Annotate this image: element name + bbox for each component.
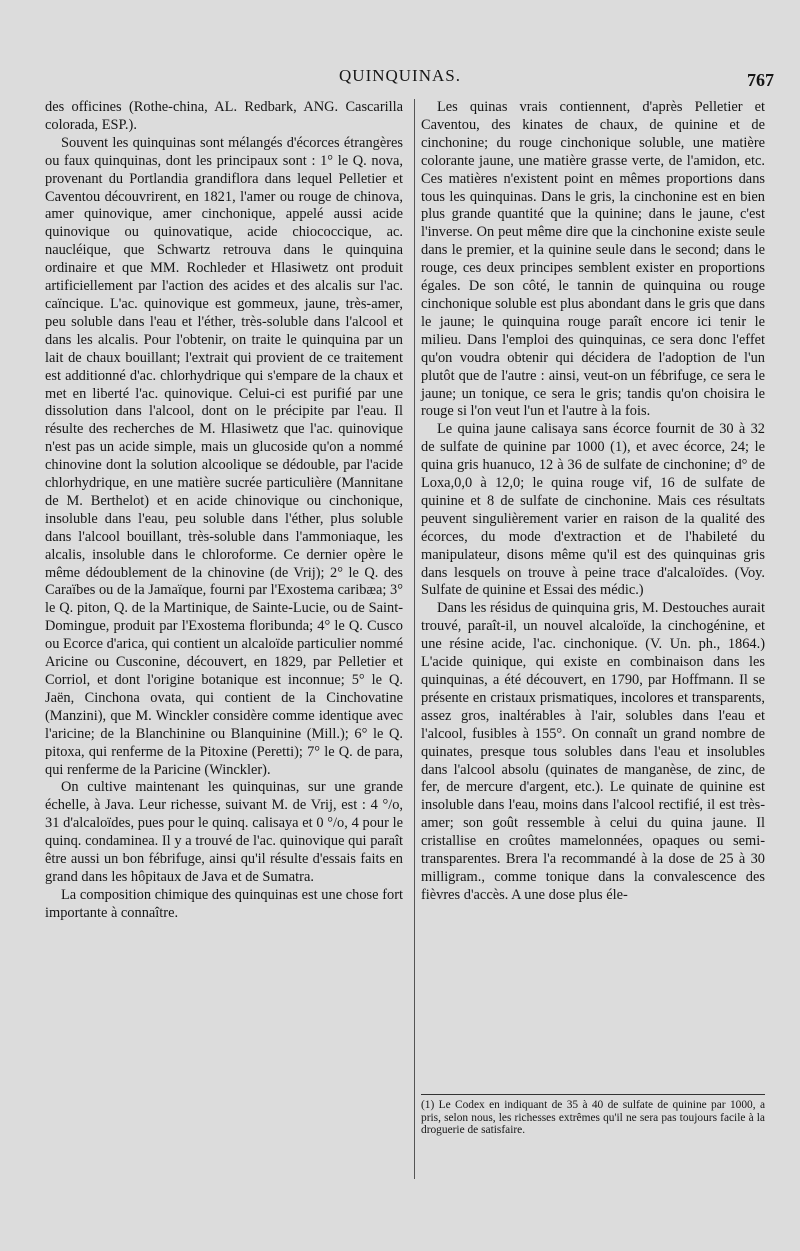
left-paragraph-4: La composition chimique des quinquinas est une chose fort importante à connaître. bbox=[45, 886, 403, 921]
page-number: 767 bbox=[747, 70, 774, 90]
column-divider bbox=[414, 99, 415, 1179]
right-paragraph-1: Les quinas vrais contiennent, d'après Pelletier et Caventou, des kinates de chaux, de quinine et de cinchonine; du rouge cinchonique soluble, une matière colorante jaune, une matière grasse verte, de l'amidon, etc. Ces matières n'existent point en mêmes proportions dans tous les quinquinas. Dans le gris, la cinchonine est en bien plus grande quantité que la quinine; dans le jaune, c'est l'inverse. On peut même dire que la cinchonine existe seule dans le premier, et la quinine seule dans le second; dans le rouge, ces deux principes semblent exister en proportions égales. De son côté, le tannin de quinquina ou rouge cinchonique soluble est plus abondant dans le gris que dans le jaune; le quinquina rouge paraît encore ici tenir le milieu. Dans l'emploi des quinquinas, ce sera donc l'effet qu'on voudra obtenir qui décidera de l'adoption de l'un plutôt que de l'autre : ainsi, veut-on un fébrifuge, ce sera le jaune; un tonique, ce sera le gris; tandis qu'on choisira le rouge si l'on veut l'un et l'autre à la fois. bbox=[421, 99, 765, 420]
right-column bbox=[421, 99, 765, 905]
left-column bbox=[45, 99, 403, 923]
left-paragraph-2: Souvent les quinquinas sont mélangés d'écorces étrangères ou faux quinquinas, dont les principaux sont : 1° le Q. nova, provenant du Portlandia grandiflora dans lequel Pelletier et Caventou découvrirent, en 1821, l'amer ou rouge de chinova, amer quinovique, amer cinchonique, appelé aussi acide quinovique ou quinovatique, acide chiococcique, ac. naucléique, que Schwartz retrouva dans le quinquina ordinaire et que MM. Rochleder et Hlasiwetz ont produit artificiellement par l'action des acides et des alcalis sur l'ac. caïncique. L'ac. quinovique est gommeux, jaune, très-amer, peu soluble dans l'eau et l'éther, très-soluble dans l'alcool et dans les alcalis. Pour l'obtenir, on traite le quinquina par un lait de chaux bouillant; l'extrait qui provient de ce traitement est additionné d'ac. chlorhydrique qui s'empare de la chaux et met en liberté l'ac. quinovique. Celui-ci est purifié par une dissolution dans l'alcool, dont on le précipite par l'eau. Il résulte des recherches de M. Hlasiwetz que l'ac. quinovique n'est pas un acide simple, mais un glucoside qu'on a nommé chinovine dont la solution alcoolique se dédouble, par l'acide chlorhydrique, en une matière sucrée particulière (Mannitane de M. Berthelot) et en acide chinovique ou cinchonique, insoluble dans l'eau, peu soluble dans l'éther, plus soluble dans l'alcool bouillant, très-soluble dans l'ammoniaque, les alcalis, insoluble dans le chloroforme. Ce dernier opère le même dédoublement de la chinovine (de Vrij); 2° le Q. des Caraïbes ou de la Jamaïque, fourni par l'Exostema caribæa; 3° le Q. piton, Q. de la Martinique, de Sainte-Lucie, ou de Saint-Domingue, produit par l'Exostema floribunda; 4° le Q. Cusco ou Ecorce d'arica, qui contient un alcaloïde particulier nommé Aricine ou Cusconine, découvert, en 1829, par Pelletier et Corriol, et dont l'origine botanique est inconnue; 5° le Q. Jaën, Cinchona ovata, qui contient de la Cinchovatine (Manzini), que M. Winckler considère comme identique avec l'aricine; de la Blanchinine ou Blanquinine (Mill.); 6° le Q. pitoxa, qui renferme de la Pitoxine (Peretti); 7° le Q. de para, qui renferme de la Paricine (Winckler). bbox=[45, 134, 403, 778]
left-paragraph-1: des officines (Rothe-china, AL. Redbark, ANG. Cascarilla colorada, ESP.). bbox=[45, 99, 403, 133]
right-paragraph-2: Le quina jaune calisaya sans écorce fournit de 30 à 32 de sulfate de quinine par 1000 (1), et avec écorce, 24; le quina gris huanuco, 12 à 36 de sulfate de cinchonine; d° de Loxa,0,0 à 12,0; le quina rouge vif, 16 de sulfate de quinine et 8 de sulfate de cinchonine. Mais ces résultats peuvent singulièrement varier en raison de la qualité des écorces, du mode d'extraction et de l'habileté du manipulateur, disons même qu'il est des quinquinas gris dans lesquels on trouve à peine trace d'alcaloïdes. (Voy. Sulfate de quinine et Essai des médic.) bbox=[421, 421, 765, 599]
footnote-divider bbox=[421, 1094, 765, 1095]
right-paragraph-3: Dans les résidus de quinquina gris, M. Destouches aurait trouvé, paraît-il, un nouvel alcaloïde, la cinchogénine, et une résine acide, l'ac. cinchonique. (V. Un. ph., 1864.) L'acide quinique, qui existe en combinaison dans les quinquinas, a été découvert, en 1790, par Hoffmann. Il se présente en cristaux prismatiques, incolores et transparents, assez gros, inaltérables à l'air, solubles dans l'eau et l'alcool, fusibles à 155°. On connaît un grand nombre de quinates, presque tous solubles dans l'eau et insolubles dans l'alcool absolu (quinates de manganèse, de zinc, de fer, de mercure d'argent, etc.). Le quinate de quinine est insoluble dans l'eau, moins dans l'alcool rectifié, il est très-amer; son goût ressemble à celui du quina jaune. Il cristallise en croûtes mamelonnées, opaques ou semi-transparentes. Brera l'a recommandé à la dose de 25 à 30 milligram., comme tonique dans la convalescence des fièvres d'accès. A une dose plus éle- bbox=[421, 600, 765, 903]
left-paragraph-3: On cultive maintenant les quinquinas, sur une grande échelle, à Java. Leur richesse, suivant M. de Vrij, est : 4 °/o, 31 d'alcaloïdes, pues pour le quinq. calisaya et 0 °/o, 4 pour le quinq. condaminea. Il y a trouvé de l'ac. quinovique qui paraît être aussi un bon fébrifuge, ainsi qu'il résulte d'essais faits en grand dans les hôpitaux de Java et de Sumatra. bbox=[45, 779, 403, 885]
running-header: QUINQUINAS. bbox=[339, 66, 461, 85]
footnote: (1) Le Codex en indiquant de 35 à 40 de sulfate de quinine par 1000, a pris, selon nous, les richesses extrêmes qu'il ne sera pas toujours facile à la droguerie de satisfaire. bbox=[421, 1099, 765, 1136]
